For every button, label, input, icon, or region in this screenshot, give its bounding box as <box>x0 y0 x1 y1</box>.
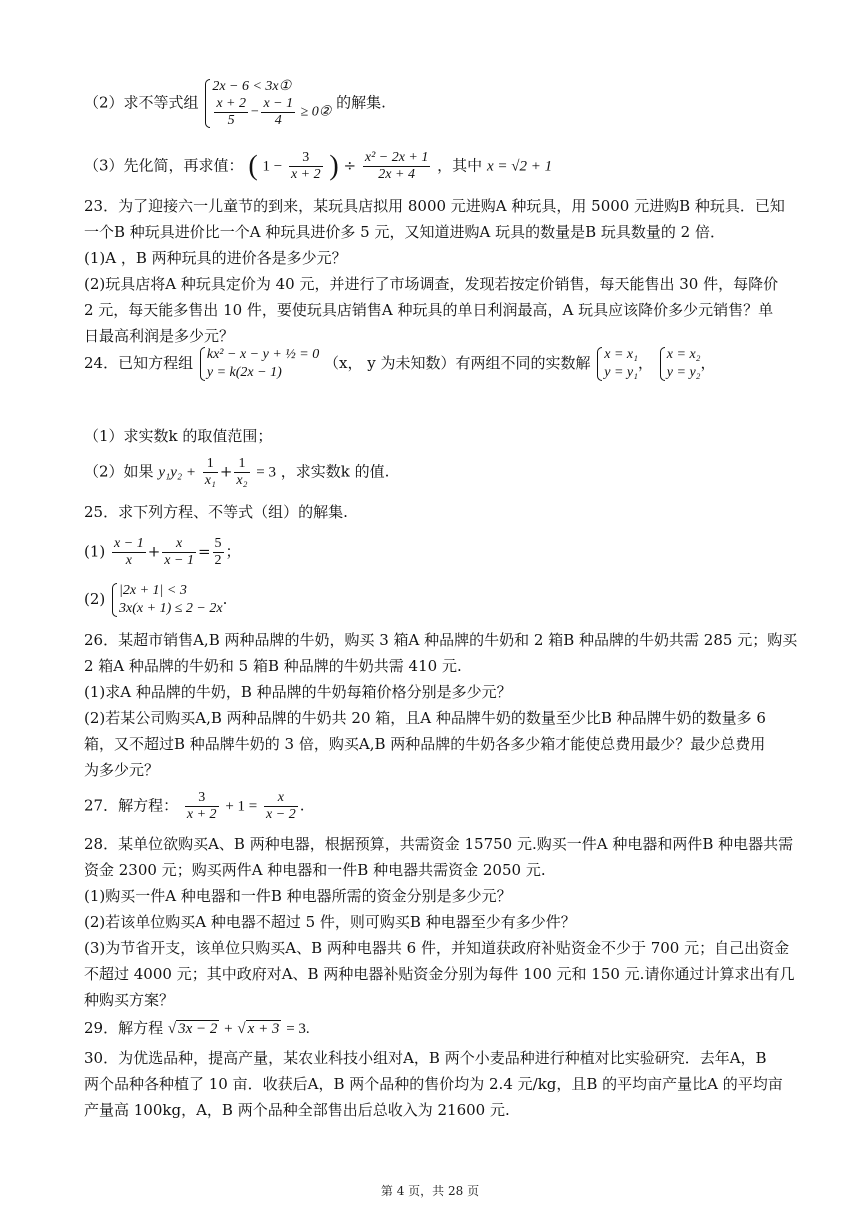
q23-line-6: 日最高利润是多少元？ <box>84 327 235 345</box>
q24-solution-1: x = x₁ y = y₁ <box>595 346 638 382</box>
q23-line-3: (1)A ，B 两种玩具的进价各是多少元？ <box>84 249 347 267</box>
q25-inequality-system: |2x + 1| < 3 3x(x + 1) ≤ 2 − 2x <box>110 582 223 618</box>
q26-line-5: 箱，又不超过B 种品牌牛奶的 3 倍，购买A,B 两种品牌的牛奶各多少箱才能使总费用最少？最少总费用 <box>84 735 766 753</box>
q23-line-2: 一个B 种玩具进价比一个A 种玩具进价多 5 元，又知道进购A 玩具的数量是B 玩具数量的 2 倍． <box>84 223 725 241</box>
q22-part2-suffix: 的解集. <box>336 93 386 112</box>
q22-part3-prefix: （3）先化简，再求值： <box>84 156 244 175</box>
q25-part1: (1) $\frac{x - 1}{x}$ + $\frac{x}{x - 1}$ = $\frac{5}{2}$ ； <box>84 536 241 568</box>
q29-prefix: 29．解方程 <box>84 1019 164 1037</box>
q22-part3-xvalue: x = √2 + 1 <box>486 158 553 175</box>
q30-line-3: 产量高 100kg，A，B 两个品种全部售出后总收入为 21600 元. <box>84 1101 510 1119</box>
page-footer: 第 4 页，共 28 页 <box>380 1184 480 1198</box>
q24-equation-2: y = k(2x − 1) <box>206 365 282 380</box>
q22-part3-where: ，其中 <box>437 156 483 175</box>
q28-line-1: 28．某单位欲购买A、B 两种电器，根据预算，共需资金 15750 元.购买一件A 种电器和两件B 种电器共需 <box>84 835 794 853</box>
q24-part2-prefix: （2）如果 <box>84 462 154 481</box>
q22-inequality-2: $\frac{x + 2}{5}$ − $\frac{x - 1}{4}$ ≥ 0② <box>216 96 332 128</box>
q22-part3-divide: ÷ <box>343 156 357 175</box>
q28-line-7: 种购买方案？ <box>84 991 175 1009</box>
q26-line-2: 2 箱A 种品牌的牛奶和 5 箱B 种品牌的牛奶共需 410 元. <box>84 657 462 675</box>
q22-inequality-1: 2x − 6 < 3x① <box>212 79 292 94</box>
q28-line-4: (2)若该单位购买A 种电器不超过 5 件，则可购买B 种电器至少有多少件？ <box>84 913 576 931</box>
q30-line-2: 两个品种各种植了 10 亩．收获后A，B 两个品种的售价均为 2.4 元/kg，且B 的平均亩产量比A 的平均亩 <box>84 1075 783 1093</box>
q22-inequality-system <box>203 78 331 129</box>
q26-line-6: 为多少元？ <box>84 761 160 779</box>
q24-equation-1: kx² − x − y + ½ = 0 <box>206 347 320 362</box>
q23-line-1: 23．为了迎接六一儿童节的到来，某玩具店拟用 8000 元进购A 种玩具，用 5000 元进购B 种玩具．已知 <box>84 197 785 215</box>
q24-equation-system <box>198 346 319 382</box>
q22-part2 <box>84 78 386 129</box>
q28-line-3: (1)购买一件A 种电器和一件B 种电器所需的资金分别是多少元？ <box>84 887 512 905</box>
q22-part2-prefix: （2）求不等式组 <box>84 93 199 112</box>
q30-line-1: 30．为优选品种，提高产量，某农业科技小组对A，B 两个小麦品种进行种植对比实验研究．去年A，B <box>84 1049 767 1067</box>
q24-part2: （2）如果 y₁y₂ + $\frac{1}{\text{x₁}}$ + $\frac{1}{\text{x₂}}$ = 3 ，求实数k 的值. <box>84 456 390 488</box>
q29-stem: 29．解方程 √ 3x − 2 + √ x + 3 = 3. <box>84 1019 310 1037</box>
q22-part3-frac1: $\frac{3}{x + 2}$ <box>290 150 321 182</box>
q25-part2: (2) |2x + 1| < 3 3x(x + 1) ≤ 2 − 2x . <box>84 583 228 616</box>
q24-prefix: 24．已知方程组 <box>84 354 194 372</box>
q24-part1: （1）求实数k 的取值范围； <box>84 427 273 445</box>
q22-part3-one: 1 − <box>262 158 283 175</box>
q22-part3: （3）先化简，再求值： ( 1 − $\frac{3}{x + 2}$ ) ÷ $\frac{\text{x² − 2x + 1}}{2x + 4}$ ，其中 x = √2 + 1 <box>84 150 553 182</box>
q25-title: 25．求下列方程、不等式（组）的解集. <box>84 503 348 521</box>
q24-middle-text: （x， y 为未知数）有两组不同的实数解 <box>324 354 591 372</box>
q23-line-5: 2 元，每天能多售出 10 件，要使玩具店销售A 种玩具的单日利润最高，A 玩具应该降价多少元销售？单 <box>84 301 774 319</box>
q24-part2-suffix: ，求实数k 的值. <box>280 462 390 481</box>
q28-line-2: 资金 2300 元；购买两件A 种电器和一件B 种电器共需资金 2050 元. <box>84 861 546 879</box>
q24-solution-2: x = x₂ y = y₂ <box>658 346 701 382</box>
q28-line-6: 不超过 4000 元；其中政府对A、B 两种电器补贴资金分别为每件 100 元和 150 元.请你通过计算求出有几 <box>84 965 795 983</box>
q25-part2-label: (2) <box>84 590 106 608</box>
q22-part3-frac2: $\frac{\text{x² − 2x + 1}}{2x + 4}$ <box>364 150 429 182</box>
q24-part2-eq: = 3 <box>256 464 276 481</box>
q26-line-1: 26．某超市销售A,B 两种品牌的牛奶，购买 3 箱A 种品牌的牛奶和 2 箱B 种品牌的牛奶共需 285 元；购买 <box>84 631 798 649</box>
q24-part2-expr: y₁y₂ + <box>158 464 196 481</box>
q28-line-5: (3)为节省开支，该单位只购买A、B 两种电器共 6 件，并知道获政府补贴资金不少于 700 元；自己出资金 <box>84 939 790 957</box>
q23-line-4: (2)玩具店将A 种玩具定价为 40 元，并进行了市场调查，发现若按定价销售，每天能售出 30 件，每降价 <box>84 275 779 293</box>
q24-stem: 24．已知方程组 kx² − x − y + ½ = 0 y = k(2x − 1) （x， y 为未知数）有两组不同的实数解 x = x₁ y = y₁ ， x = x₂ y = y₂ ， <box>84 347 716 380</box>
q27-prefix: 27．解方程： <box>84 796 179 815</box>
q25-part1-label: (1) <box>84 542 106 561</box>
q26-line-3: (1)求A 种品牌的牛奶，B 种品牌的牛奶每箱价格分别是多少元？ <box>84 683 512 701</box>
q27-stem: 27．解方程： $\frac{3}{x + 2}$ + 1 = $\frac{x}{x - 2}$ . <box>84 790 305 822</box>
q26-line-4: (2)若某公司购买A,B 两种品牌的牛奶共 20 箱，且A 种品牌牛奶的数量至少比B 种品牌牛奶的数量多 6 <box>84 709 766 727</box>
